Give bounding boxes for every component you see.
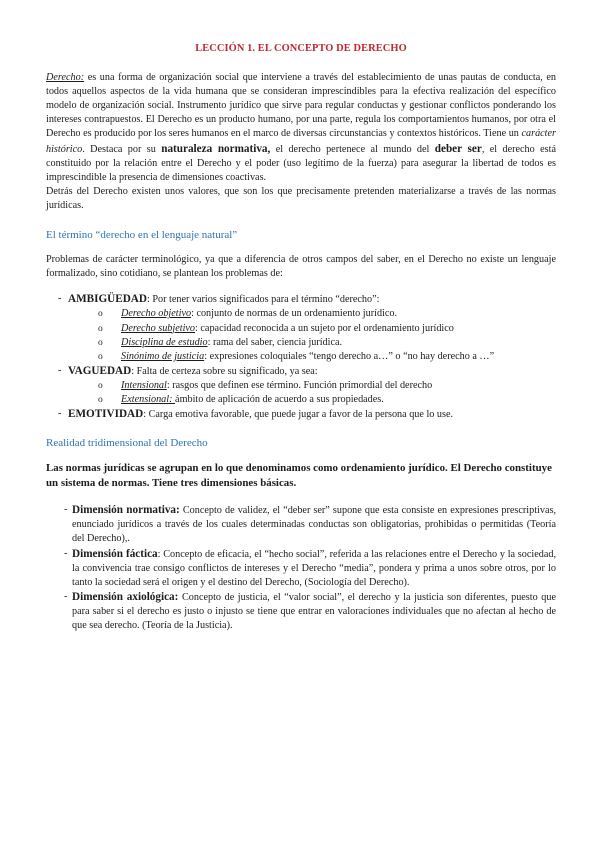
ordenamiento-lead: Las normas jurídicas se agrupan en lo que denominamos como ordenamiento jurídico. El Derecho constituye un sistema de normas. Tiene tres dimensiones básicas.	[46, 462, 552, 490]
list-item: o Extensional: ámbito de aplicación de acuerdo a sus propiedades.	[98, 393, 556, 407]
section-heading-lenguaje: El término “derecho en el lenguaje natural”	[46, 229, 238, 242]
dimensions-list	[46, 503, 556, 633]
list-item: o Sinónimo de justicia: expresiones coloquiales “tengo derecho a…” o “no hay derecho a …”	[98, 350, 556, 364]
deber-ser: deber ser	[434, 142, 482, 155]
section-heading-tridimensional: Realidad tridimensional del Derecho	[46, 437, 208, 450]
values-paragraph: Detrás del Derecho existen unos valores, que son los que precisamente pretenden materializarse a través de las normas jurídicas.	[46, 185, 556, 211]
intro-paragraph: Derecho: es una forma de organización social que interviene a través del establecimiento de unas pautas de conducta, en todos aquellos aspectos de la vida humana que se consideran imprescindibles para la efectiva realización del específico modelo de organización social. Instrumento jurídico que sirve para regular conductas y gestionar conflictos ponderando los intereses contrapuestos. El Derecho es un producto humano, por una parte, regula los comportamientos humanos, por otra el Derecho es producido por los seres humanos en el marco de diversas circunstancias y contextos históricos. Tiene un carácter histórico. Destaca por su naturaleza normativa, el derecho pertenece al mundo del deber ser, el derecho está constituido por la relación entre el Derecho y el poder (uso legítimo de la fuerza) para asegurar la libertad de todos es imprescindible la presencia de dimensiones coactivas.	[46, 72, 556, 183]
ambiguedad-sublist	[68, 307, 556, 363]
list-item: o Intensional: rasgos que definen ese término. Función primordial del derecho	[98, 379, 556, 393]
list-item-emotividad: - EMOTIVIDAD: Carga emotiva favorable, que puede jugar a favor de la persona que lo use.	[64, 407, 556, 422]
list-item-dim-normativa: - Dimensión normativa: Concepto de validez, el “deber ser” supone que esta consiste en expresiones prescriptivas, enunciado jurídicos a través de los cuales determinadas conductas son obligatorias, prohibidas o permitidas (Teoría del Derecho),.	[72, 503, 556, 546]
list-item-vaguedad: - VAGUEDAD: Falta de certeza sobre su significado, ya sea: o Intensional: rasgos que definen ese término. Función primordial del derecho o Extensional: ámbito de aplicación de acuerdo a sus propiedades.	[64, 364, 556, 407]
problems-paragraph: Problemas de carácter terminológico, ya que a diferencia de otros campos del saber, en el Derecho no existe un lenguaje formalizado, sino cotidiano, se plantean los problemas de:	[46, 254, 556, 280]
naturaleza-normativa: naturaleza normativa,	[161, 142, 271, 155]
list-item-dim-factica: - Dimensión fáctica: Concepto de eficacia, el “hecho social”, referida a las relaciones entre el Derecho y la sociedad, la convivencia trae consigo conflictos de intereses y el Derecho “media”, pondera y prima a unos sobre otros, por lo tanto la sociedad será el origen y el destino del Derecho, (Sociología del Derecho).	[72, 547, 556, 590]
vaguedad-sublist	[68, 379, 556, 407]
caracter-historico: carácter histórico	[46, 128, 556, 155]
list-item: o Disciplina de estudio: rama del saber, ciencia jurídica.	[98, 336, 556, 350]
list-item-ambiguedad: - AMBIGÜEDAD: Por tener varios significados para el término “derecho”: o Derecho objetivo: conjunto de normas de un ordenamiento jurídico. o Derecho subjetivo: capacidad reconocida a un sujeto por el ordenamiento jurídico o Disciplina de estudio: rama del saber, ciencia jurídica. o Sinónimo de justicia: expresiones coloquiales “tengo derecho a…” o “no hay derecho a …”	[64, 292, 556, 363]
problems-list	[46, 292, 556, 422]
derecho-term: Derecho:	[46, 72, 85, 84]
list-item: o Derecho subjetivo: capacidad reconocida a un sujeto por el ordenamiento jurídico	[98, 322, 556, 336]
list-item: o Derecho objetivo: conjunto de normas de un ordenamiento jurídico.	[98, 307, 556, 321]
lesson-title: LECCIÓN 1. EL CONCEPTO DE DERECHO	[195, 43, 407, 54]
list-item-dim-axiologica: - Dimensión axiológica: Concepto de justicia, el “valor social”, el derecho y la justicia son diferentes, puesto que para saber si el derecho es justo o injusto se tiene que entrar en valoraciones individuales que no afectan al hecho de que sea derecho. (Teoría de la Justicia).	[72, 590, 556, 633]
